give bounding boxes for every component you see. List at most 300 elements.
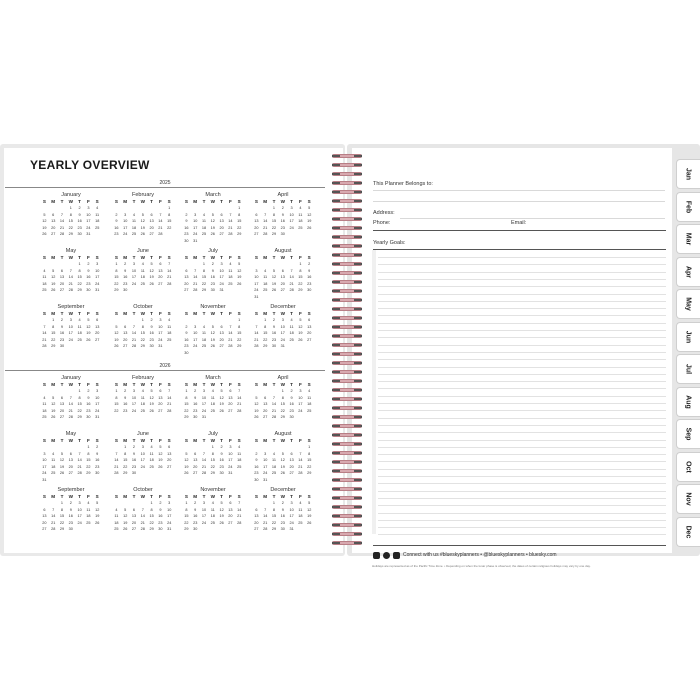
year-rule — [5, 370, 325, 371]
spiral-ring — [332, 505, 362, 509]
day-cell: 25 — [237, 464, 242, 469]
day-cell: 18 — [86, 514, 91, 518]
weekday-label: M — [51, 438, 56, 443]
year-block-2025 — [5, 180, 325, 355]
day-cell: 25 — [298, 225, 303, 230]
day-cell: 26 — [95, 520, 100, 525]
day-cell: 26 — [307, 520, 312, 525]
belongs-to-line-2[interactable] — [373, 201, 665, 202]
day-cell: 7 — [238, 501, 241, 505]
day-cell: 19 — [237, 275, 242, 279]
day-cell: 5 — [220, 501, 223, 505]
weekday-label: T — [150, 255, 153, 260]
tab-jan[interactable] — [676, 159, 700, 189]
day-cell: 29 — [77, 288, 82, 292]
day-cell: 14 — [228, 219, 233, 223]
day-cell: 22 — [114, 281, 119, 286]
day-cell: 24 — [86, 225, 91, 230]
tab-dec[interactable] — [676, 517, 700, 547]
day-cell: 2 — [255, 451, 258, 456]
day-cell: 11 — [42, 402, 47, 406]
day-cell: 27 — [123, 344, 128, 348]
day-cell: 28 — [228, 232, 233, 236]
day-cell: 21 — [114, 464, 119, 469]
weekday-label: S — [95, 311, 99, 316]
day-cell: 24 — [95, 281, 100, 286]
day-cell: 10 — [95, 268, 100, 273]
spiral-ring — [332, 172, 362, 176]
day-cell: 23 — [289, 408, 294, 413]
day-cell: 29 — [263, 344, 268, 348]
goal-line[interactable] — [378, 359, 666, 360]
day-cell: 12 — [184, 458, 189, 462]
day-cell: 25 — [86, 520, 91, 525]
weekday-label: M — [193, 199, 198, 204]
facebook-icon[interactable] — [393, 552, 400, 559]
day-cell: 23 — [184, 344, 189, 348]
spiral-ring — [332, 406, 362, 410]
goal-line[interactable] — [378, 491, 666, 492]
goal-line[interactable] — [378, 279, 666, 280]
day-cell: 22 — [237, 337, 242, 342]
month-name: March — [205, 375, 221, 381]
day-cell: 8 — [202, 268, 206, 273]
day-cell: 16 — [149, 331, 154, 335]
weekday-label: W — [68, 494, 73, 499]
weekday-label: W — [280, 255, 285, 260]
belongs-to-line[interactable] — [373, 190, 665, 191]
instagram-icon[interactable] — [373, 552, 380, 559]
goal-line[interactable] — [378, 461, 666, 462]
day-cell: 16 — [193, 514, 198, 518]
month-august — [252, 431, 314, 483]
day-cell: 24 — [193, 232, 198, 236]
day-cell: 8 — [87, 451, 90, 456]
day-cell: 6 — [43, 507, 46, 512]
month-name: September — [57, 487, 85, 493]
day-cell: 8 — [211, 451, 214, 456]
day-cell: 28 — [201, 471, 207, 475]
day-cell: 18 — [289, 331, 294, 335]
weekday-label: F — [228, 311, 232, 316]
day-cell: 21 — [193, 281, 198, 286]
day-cell: 1 — [272, 206, 276, 210]
day-cell: 14 — [298, 458, 303, 462]
month-october — [112, 304, 174, 356]
tab-label: Nov — [684, 492, 692, 506]
day-cell: 29 — [68, 232, 73, 236]
weekday-label: S — [254, 382, 258, 387]
day-cell: 22 — [280, 408, 285, 413]
weekday-label: T — [272, 494, 276, 499]
tab-apr[interactable] — [676, 257, 700, 287]
goal-line[interactable] — [378, 513, 666, 514]
day-cell: 23 — [184, 232, 189, 236]
goal-line[interactable] — [378, 498, 666, 499]
weekday-label: T — [272, 255, 276, 260]
weekday-label: T — [290, 199, 293, 204]
day-cell: 18 — [307, 402, 312, 406]
day-cell: 11 — [202, 219, 206, 223]
day-cell: 4 — [238, 445, 241, 449]
month-april — [252, 375, 314, 427]
weekday-label: T — [220, 255, 223, 260]
day-cell: 28 — [289, 288, 294, 292]
day-cell: 10 — [289, 212, 294, 217]
day-cell: 29 — [237, 232, 242, 236]
day-cell: 20 — [219, 337, 224, 342]
day-cell: 23 — [254, 471, 259, 475]
day-cell: 25 — [210, 520, 215, 525]
day-cell: 17 — [289, 514, 294, 518]
day-cell: 28 — [51, 527, 56, 531]
day-cell: 25 — [201, 344, 207, 348]
weekday-label: S — [167, 311, 171, 316]
goal-line[interactable] — [378, 301, 666, 302]
day-cell: 3 — [290, 501, 293, 505]
day-cell: 26 — [158, 464, 163, 469]
goal-line[interactable] — [378, 403, 666, 404]
weekday-label: S — [114, 199, 118, 204]
day-cell: 12 — [86, 324, 91, 329]
day-cell: 22 — [184, 408, 189, 413]
day-cell: 11 — [140, 268, 145, 273]
goal-line[interactable] — [378, 527, 666, 528]
day-cell: 10 — [123, 219, 128, 223]
day-cell: 25 — [114, 527, 119, 531]
day-cell: 12 — [158, 451, 163, 456]
day-cell: 29 — [210, 471, 215, 475]
day-cell: 12 — [219, 507, 224, 512]
day-cell: 28 — [158, 232, 163, 236]
day-cell: 1 — [87, 445, 90, 449]
day-cell: 18 — [77, 331, 82, 335]
day-cell: 20 — [167, 458, 172, 462]
day-cell: 12 — [140, 219, 145, 223]
day-cell: 28 — [167, 281, 172, 286]
day-cell: 28 — [228, 344, 233, 348]
day-cell: 12 — [307, 507, 312, 512]
day-cell: 14 — [271, 402, 277, 406]
goal-line[interactable] — [378, 294, 666, 295]
day-cell: 12 — [95, 507, 100, 512]
day-cell: 30 — [271, 344, 277, 348]
pinterest-icon[interactable] — [383, 552, 390, 559]
day-cell: 11 — [289, 324, 294, 329]
day-cell: 31 — [158, 344, 163, 348]
goal-line[interactable] — [378, 469, 666, 470]
day-cell: 21 — [51, 520, 56, 525]
tab-feb[interactable] — [676, 192, 700, 222]
spiral-ring — [332, 388, 362, 392]
day-cell: 1 — [185, 501, 188, 505]
goal-line[interactable] — [378, 345, 666, 346]
goal-line[interactable] — [378, 337, 666, 338]
day-cell: 2 — [87, 262, 90, 266]
month-name: June — [137, 431, 149, 437]
day-cell: 6 — [159, 262, 162, 266]
day-cell: 11 — [149, 451, 154, 456]
day-cell: 30 — [184, 350, 189, 355]
day-cell: 3 — [194, 212, 197, 217]
day-cell: 22 — [77, 281, 82, 286]
day-cell: 8 — [238, 212, 241, 217]
tab-sep[interactable] — [676, 419, 700, 449]
day-cell: 3 — [159, 318, 162, 322]
day-cell: 5 — [185, 451, 188, 456]
goal-line[interactable] — [378, 454, 666, 455]
day-cell: 19 — [210, 225, 215, 230]
day-cell: 18 — [210, 402, 215, 406]
day-cell: 1 — [202, 262, 206, 266]
day-cell: 4 — [87, 501, 90, 505]
day-cell: 18 — [201, 337, 207, 342]
weekday-label: S — [307, 255, 311, 260]
day-cell: 5 — [238, 262, 241, 266]
goal-line[interactable] — [378, 257, 666, 258]
day-cell: 26 — [86, 337, 91, 342]
day-cell: 17 — [193, 225, 198, 230]
day-cell: 26 — [51, 415, 56, 419]
weekday-label: T — [202, 494, 206, 499]
day-cell: 11 — [307, 395, 312, 400]
month-name: November — [200, 487, 226, 493]
day-cell: 4 — [211, 501, 214, 505]
fine-print: Holidays are represented as of the Pacific Time Zone. • Depending on when the lunar phase is observed, the dates of certain religious holidays may vary by one day. — [372, 564, 591, 568]
tab-jun[interactable] — [676, 322, 700, 352]
month-march — [182, 192, 244, 244]
day-cell: 27 — [158, 281, 163, 286]
address-line[interactable] — [400, 218, 665, 219]
day-cell: 28 — [42, 344, 47, 348]
day-cell: 28 — [131, 344, 137, 348]
month-name: April — [277, 375, 289, 381]
day-cell: 23 — [158, 520, 163, 525]
day-cell: 19 — [42, 225, 47, 230]
day-cell: 4 — [43, 268, 46, 273]
spiral-ring — [332, 514, 362, 518]
goal-line[interactable] — [378, 505, 666, 506]
month-december — [252, 304, 314, 356]
goal-line[interactable] — [378, 264, 666, 265]
tab-jul[interactable] — [676, 354, 700, 384]
goal-line[interactable] — [378, 418, 666, 419]
day-cell: 17 — [131, 275, 137, 279]
day-cell: 16 — [193, 402, 198, 406]
day-cell: 7 — [238, 389, 241, 393]
weekday-label: T — [78, 255, 81, 260]
goal-line[interactable] — [378, 286, 666, 287]
goal-line[interactable] — [378, 323, 666, 324]
day-cell: 25 — [289, 337, 294, 342]
day-cell: 9 — [69, 507, 72, 512]
day-cell: 9 — [281, 212, 284, 217]
weekday-label: M — [51, 311, 56, 316]
day-cell: 13 — [307, 324, 312, 329]
weekday-label: M — [263, 311, 268, 316]
day-cell: 17 — [42, 464, 47, 469]
weekday-label: T — [60, 494, 64, 499]
day-cell: 31 — [86, 232, 91, 236]
day-cell: 17 — [298, 402, 303, 406]
day-cell: 8 — [281, 395, 284, 400]
day-cell: 26 — [59, 471, 65, 475]
goal-line[interactable] — [378, 410, 666, 411]
day-cell: 27 — [289, 471, 294, 475]
goal-line[interactable] — [378, 476, 666, 477]
weekday-label: M — [263, 255, 268, 260]
day-cell: 19 — [210, 337, 215, 342]
tab-nov[interactable] — [676, 484, 700, 514]
day-cell: 6 — [229, 389, 232, 393]
spiral-ring — [332, 226, 362, 230]
day-cell: 18 — [201, 225, 207, 230]
weekday-label: F — [158, 494, 162, 499]
day-cell: 10 — [201, 395, 207, 400]
weekday-label: S — [167, 382, 171, 387]
day-cell: 7 — [168, 389, 171, 393]
weekday-label: S — [114, 438, 118, 443]
day-cell: 14 — [131, 331, 137, 335]
weekday-label: T — [220, 494, 223, 499]
weekday-label: S — [184, 199, 188, 204]
day-cell: 23 — [123, 281, 128, 286]
day-cell: 6 — [150, 212, 153, 217]
goal-line[interactable] — [378, 381, 666, 382]
year-label: 2025 — [159, 180, 171, 186]
spiral-ring — [332, 442, 362, 446]
day-cell: 6 — [185, 268, 188, 273]
day-cell: 18 — [42, 408, 47, 413]
day-cell: 26 — [149, 408, 154, 413]
weekday-label: S — [167, 438, 171, 443]
weekday-label: M — [123, 382, 128, 387]
day-cell: 30 — [307, 288, 312, 292]
day-cell: 2 — [290, 389, 293, 393]
day-cell: 4 — [272, 451, 276, 456]
goal-line[interactable] — [378, 483, 666, 484]
spiral-binding — [332, 150, 362, 550]
day-cell: 27 — [158, 408, 163, 413]
day-cell: 29 — [59, 527, 65, 531]
weekday-label: T — [132, 382, 136, 387]
goal-line[interactable] — [378, 534, 666, 535]
tab-label: Jul — [684, 363, 692, 375]
day-cell: 20 — [59, 408, 65, 413]
day-cell: 30 — [193, 527, 198, 531]
day-cell: 6 — [281, 268, 284, 273]
tab-label: Jan — [684, 167, 692, 181]
day-cell: 5 — [272, 268, 276, 273]
month-name: October — [133, 487, 153, 493]
day-cell: 20 — [219, 225, 224, 230]
month-name: August — [274, 431, 292, 437]
day-cell: 13 — [228, 507, 233, 512]
day-cell: 8 — [60, 507, 64, 512]
day-cell: 26 — [237, 281, 242, 286]
day-cell: 28 — [263, 232, 268, 236]
right-page — [352, 148, 672, 553]
day-cell: 12 — [210, 331, 215, 335]
goal-line[interactable] — [378, 330, 666, 331]
day-cell: 27 — [219, 344, 224, 348]
month-name: May — [65, 431, 77, 437]
day-cell: 2 — [281, 501, 284, 505]
day-cell: 10 — [263, 458, 268, 462]
tab-oct[interactable] — [676, 452, 700, 482]
day-cell: 17 — [219, 275, 224, 279]
goal-line[interactable] — [378, 367, 666, 368]
goal-line[interactable] — [378, 315, 666, 316]
connect-text: Connect with us #blueskyplanners • @blueskyplanners • bluesky.com — [403, 552, 557, 558]
day-cell: 12 — [307, 212, 312, 217]
day-cell: 23 — [210, 281, 215, 286]
day-cell: 28 — [59, 232, 65, 236]
goal-line[interactable] — [378, 272, 666, 273]
weekday-label: T — [272, 311, 276, 316]
day-cell: 25 — [210, 408, 215, 413]
day-cell: 2 — [60, 318, 64, 322]
goal-line[interactable] — [378, 432, 666, 433]
weekday-label: S — [42, 199, 46, 204]
goal-line[interactable] — [378, 352, 666, 353]
month-name: October — [133, 304, 153, 310]
day-cell: 4 — [78, 318, 81, 322]
day-cell: 31 — [280, 344, 285, 348]
day-cell: 13 — [123, 331, 128, 335]
weekday-label: W — [140, 494, 145, 499]
goal-line[interactable] — [378, 308, 666, 309]
goal-line[interactable] — [378, 520, 666, 521]
goal-line[interactable] — [378, 396, 666, 397]
day-cell: 19 — [114, 337, 119, 342]
weekday-label: M — [263, 199, 268, 204]
day-cell: 14 — [167, 395, 172, 400]
spiral-ring — [332, 244, 362, 248]
spiral-ring — [332, 370, 362, 374]
day-cell: 15 — [123, 458, 128, 462]
day-cell: 23 — [193, 520, 198, 525]
day-cell: 17 — [68, 331, 73, 335]
day-cell: 28 — [140, 527, 145, 531]
day-cell: 20 — [95, 331, 100, 335]
goal-line[interactable] — [378, 447, 666, 448]
weekday-label: S — [114, 255, 118, 260]
day-cell: 13 — [158, 268, 163, 273]
day-cell: 9 — [194, 395, 197, 400]
day-cell: 5 — [159, 445, 162, 449]
tab-mar[interactable] — [676, 224, 700, 254]
spiral-ring — [332, 487, 362, 491]
tab-may[interactable] — [676, 289, 700, 319]
tab-label: Oct — [684, 460, 692, 473]
goal-line[interactable] — [378, 374, 666, 375]
weekday-label: S — [42, 382, 46, 387]
goal-line[interactable] — [378, 425, 666, 426]
goal-line[interactable] — [378, 440, 666, 441]
spiral-ring — [332, 478, 362, 482]
tab-aug[interactable] — [676, 387, 700, 417]
weekday-label: F — [158, 199, 162, 204]
day-cell: 9 — [124, 395, 127, 400]
weekday-label: S — [95, 255, 99, 260]
day-cell: 20 — [42, 520, 47, 525]
day-cell: 8 — [150, 507, 153, 512]
day-cell: 24 — [201, 408, 207, 413]
weekday-label: W — [140, 382, 145, 387]
spiral-ring — [332, 352, 362, 356]
goal-line[interactable] — [378, 388, 666, 389]
